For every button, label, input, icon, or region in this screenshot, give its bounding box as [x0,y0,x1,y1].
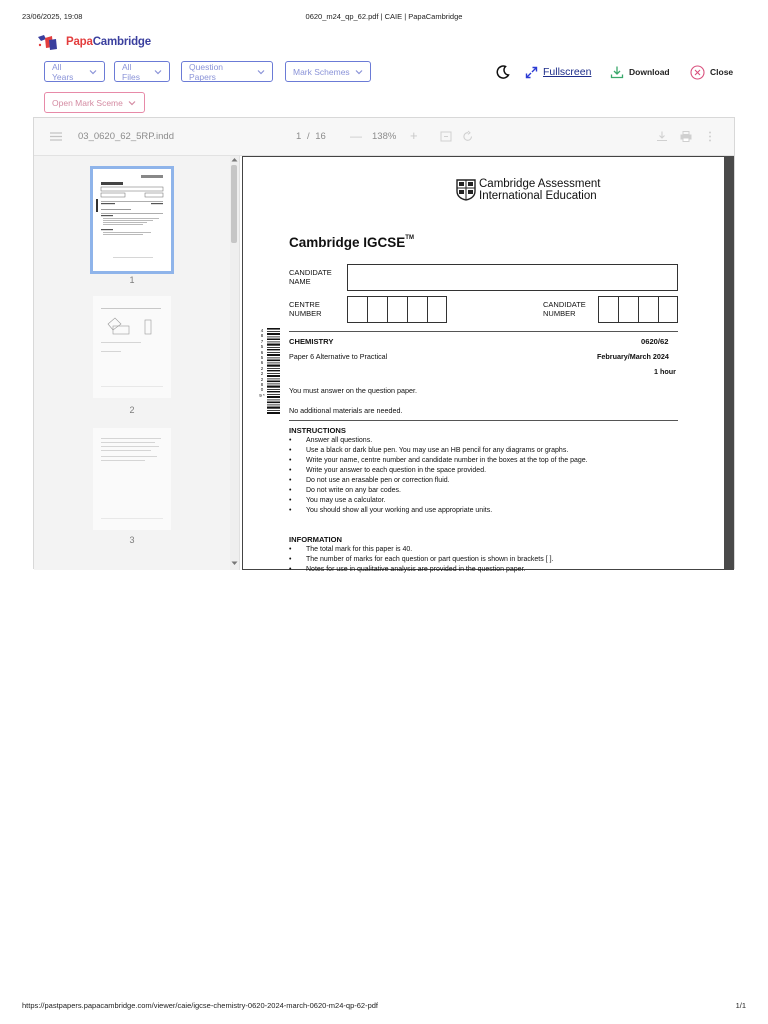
theme-toggle-button[interactable] [495,62,511,82]
org-name-line-2: International Education [479,190,597,202]
chevron-down-icon [89,68,97,76]
centre-number-cell [427,296,447,323]
close-button[interactable] [690,62,733,82]
download-icon [610,65,624,79]
close-label: Close [710,67,734,77]
logo-mark-icon [36,33,66,51]
print-datetime: 23/06/2025, 19:08 [22,12,83,21]
thumbnail-preview [93,169,171,271]
zoom-out-button[interactable]: — [350,129,362,143]
current-page-input[interactable]: 1 [296,131,302,142]
candidate-name-label-line-2: NAME [289,277,311,286]
question-papers-dropdown[interactable] [181,61,273,82]
logo-text [66,36,151,48]
instruction-item: • Write your answer to each question in the space provided. [306,467,486,474]
centre-number-label-line-2: NUMBER [289,309,322,318]
logo-text-papa: Papa [66,36,93,48]
divider [289,420,678,421]
print-page-title: 0620_m24_qp_62.pdf | CAIE | PapaCambridge [305,12,463,21]
instruction-item: • Do not write on any bar codes. [306,487,401,494]
information-heading: INFORMATION [289,535,343,544]
information-item: • The total mark for this paper is 40. [306,546,412,553]
chevron-down-icon [257,68,265,76]
candidate-number-label [543,300,586,318]
paper-name: Paper 6 Alternative to Practical [289,352,388,361]
pdf-filename: 03_0620_62_5RP.indd [78,131,174,142]
candidate-number-label-line-2: NUMBER [543,309,576,318]
print-footer-page-count: 1/1 [735,1001,746,1010]
mark-schemes-label: Mark Schemes [293,66,350,77]
subject-title: CHEMISTRY [289,337,334,346]
scroll-up-icon[interactable] [231,157,238,162]
thumbnail-page-1[interactable] [93,169,171,271]
instruction-item: • Do not use an erasable pen or correction fluid. [306,477,450,484]
moon-icon [495,64,511,80]
print-footer-url: https://pastpapers.papacambridge.com/viewer/caie/igcse-chemistry-0620-2024-march-0620-m24-qp-62-pdf [22,1001,379,1010]
expand-icon [525,66,538,79]
scroll-down-icon[interactable] [231,561,238,566]
print-icon[interactable] [680,131,692,142]
thumbnail-scroll-thumb[interactable] [231,165,237,243]
candidate-name-label [289,268,332,286]
instruction-item: • You should show all your working and use appropriate units. [306,507,492,514]
candidate-number-cell [598,296,619,323]
centre-number-label-line-1: CENTRE [289,300,320,309]
barcode-digits: 4 8 7 5 6 5 6 2 2 2 8 0 9 * [259,328,265,398]
instruction-item: • Write your name, centre number and candidate number in the boxes at the top of the page. [306,457,588,464]
all-files-label: All Files [122,61,140,82]
zoom-level[interactable]: 138% [372,131,397,142]
candidate-number-cell [638,296,659,323]
more-options-icon[interactable] [708,131,712,142]
thumbnail-number-1: 1 [129,275,135,285]
barcode-icon [267,328,280,414]
fullscreen-label: Fullscreen [543,66,592,78]
chevron-down-icon [355,68,363,76]
qualification-title [289,235,414,250]
logo-text-cambridge: Cambridge [92,36,151,48]
thumbnail-number-2: 2 [129,405,135,415]
centre-number-cell [367,296,388,323]
fit-page-icon[interactable] [440,131,452,142]
sidebar-toggle-icon[interactable] [50,132,62,141]
mark-schemes-dropdown[interactable] [285,61,371,82]
pdf-toolbar [34,118,734,156]
exam-duration: 1 hour [654,367,676,376]
close-icon [690,65,705,80]
all-years-dropdown[interactable] [44,61,105,82]
fullscreen-button[interactable] [525,62,591,82]
centre-number-cell [387,296,408,323]
total-pages: 16 [315,131,326,142]
instructions-heading: INSTRUCTIONS [289,426,346,435]
answer-note: You must answer on the question paper. [289,386,417,395]
papacambridge-logo[interactable] [36,32,151,52]
download-label: Download [629,67,670,77]
candidate-name-label-line-1: CANDIDATE [289,268,332,277]
page-indicator [296,131,326,142]
thumbnail-preview [93,428,171,530]
information-item: • Notes for use in qualitative analysis are provided in the question paper. [306,566,525,573]
centre-number-cell [347,296,368,323]
materials-note: No additional materials are needed. [289,406,403,415]
page-separator: / [306,131,310,142]
centre-number-label [289,300,322,318]
rotate-icon[interactable] [462,131,474,142]
download-icon[interactable] [656,131,668,142]
exam-session: February/March 2024 [597,352,669,361]
open-mark-scheme-label: Open Mark Sceme [52,97,123,108]
all-years-label: All Years [52,61,74,82]
question-papers-label: Question Papers [189,61,224,82]
pdf-page-1 [242,156,724,573]
chevron-down-icon [128,99,136,107]
thumbnail-sidebar [34,156,240,570]
instruction-item: • You may use a calculator. [306,497,386,504]
paper-code: 0620/62 [641,337,669,346]
candidate-number-label-line-1: CANDIDATE [543,300,586,309]
print-header [0,12,768,24]
candidate-number-cell [618,296,639,323]
instruction-item: • Answer all questions. [306,437,372,444]
instruction-item: • Use a black or dark blue pen. You may use an HB pencil for any diagrams or graphs. [306,447,568,454]
open-mark-scheme-dropdown[interactable] [44,92,145,113]
download-button[interactable] [610,62,670,82]
page-edge [724,156,734,570]
information-item: • The number of marks for each question or part question is shown in brackets [ ]. [306,556,553,563]
chevron-down-icon [154,68,162,76]
divider [289,331,678,332]
cambridge-crest-icon [456,179,476,201]
thumbnail-page-3[interactable] [93,428,171,530]
candidate-name-box [347,264,678,291]
centre-number-cell [407,296,428,323]
zoom-in-button[interactable]: + [410,128,418,143]
trademark-mark: TM [405,235,414,241]
candidate-number-cell [658,296,678,323]
org-name-line-1: Cambridge Assessment [479,178,601,190]
qualification-text: Cambridge IGCSE [289,235,406,250]
thumbnail-page-2[interactable] [93,296,171,398]
pdf-viewer [33,117,735,573]
thumbnail-number-3: 3 [129,535,135,545]
thumbnail-preview [93,296,171,398]
all-files-dropdown[interactable] [114,61,170,82]
document-area [240,156,734,573]
